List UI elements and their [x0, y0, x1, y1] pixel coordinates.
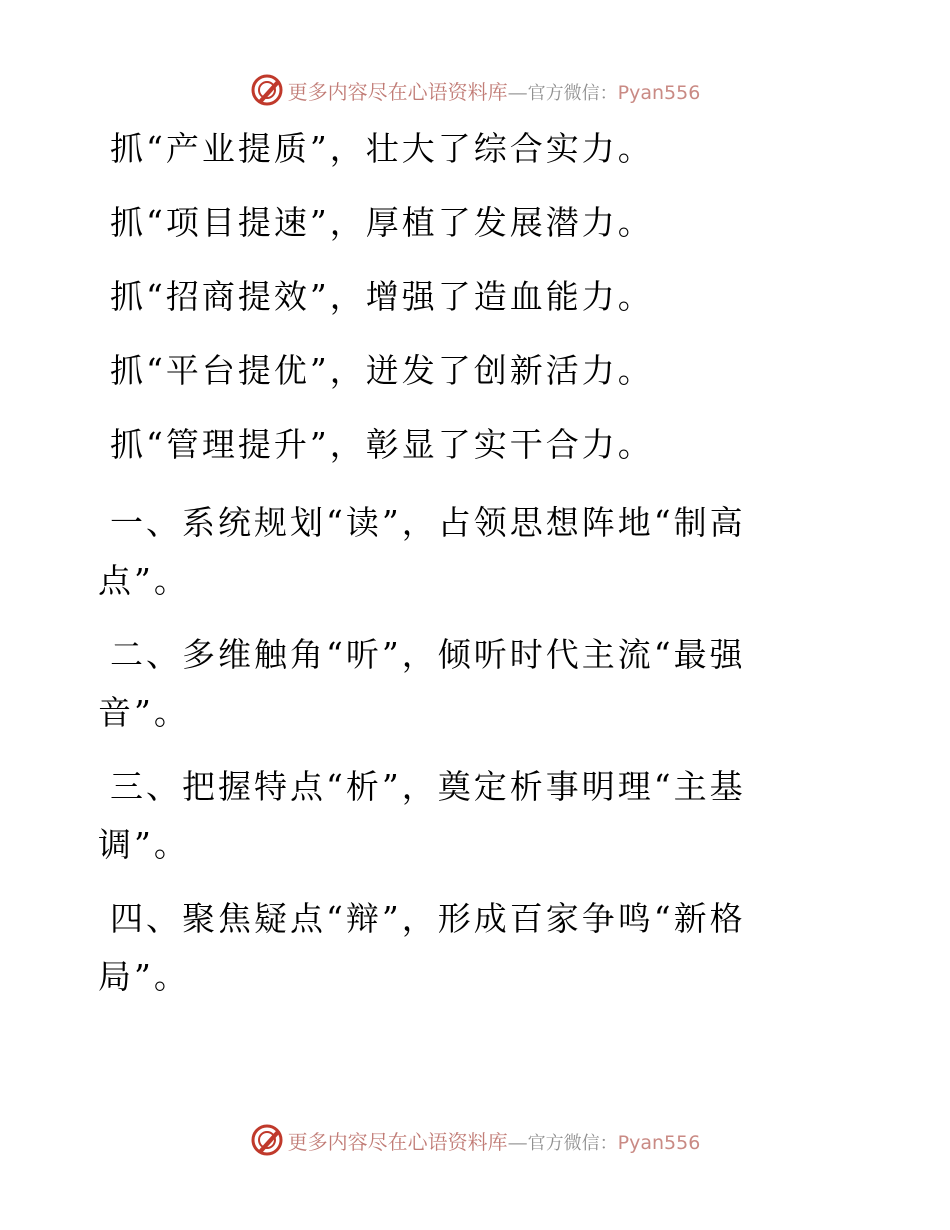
text-line: 抓“平台提优”，迸发了创新活力。	[110, 351, 654, 390]
document-body	[98, 124, 768, 1022]
pen-logo-icon	[250, 73, 284, 107]
footer-watermark	[0, 1120, 950, 1160]
watermark-text: 更多内容尽在心语资料库—官方微信：Pyan556	[287, 79, 701, 104]
text-line: 抓“管理提升”，彰显了实干合力。	[110, 425, 654, 464]
heading-paragraph: 四、聚焦疑点“辩”，形成百家争鸣“新格 局”。	[98, 899, 746, 996]
watermark-text: 更多内容尽在心语资料库—官方微信：Pyan556	[287, 1129, 701, 1154]
header-watermark	[0, 70, 950, 110]
text-line: 抓“招商提效”，增强了造血能力。	[110, 277, 654, 316]
pen-logo-icon	[250, 1123, 284, 1157]
text-line: 抓“产业提质”，壮大了综合实力。	[110, 129, 654, 168]
heading-paragraph: 三、把握特点“析”，奠定析事明理“主基 调”。	[98, 767, 746, 864]
heading-paragraph: 二、多维触角“听”，倾听时代主流“最强 音”。	[98, 635, 746, 732]
text-line: 抓“项目提速”，厚植了发展潜力。	[110, 203, 654, 242]
heading-paragraph: 一、系统规划“读”，占领思想阵地“制高 点”。	[98, 503, 746, 600]
